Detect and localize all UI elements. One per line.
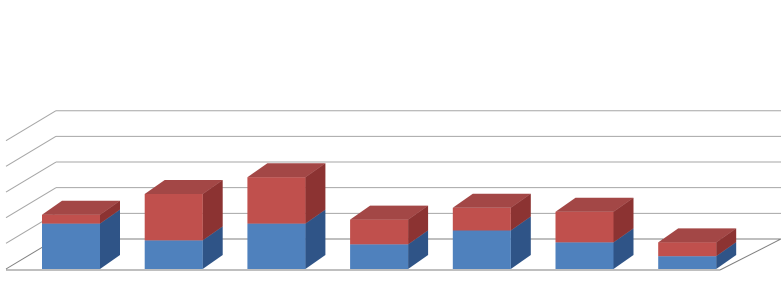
bar-front-face <box>247 177 305 223</box>
bar-front-face <box>453 208 511 231</box>
bar-front-face <box>350 220 408 245</box>
bar-front-face <box>145 240 203 269</box>
bar-front-face <box>556 242 614 269</box>
gridline-wall <box>6 162 56 192</box>
bar-front-face <box>145 194 203 240</box>
bars <box>42 163 736 269</box>
bar-front-face <box>42 215 100 224</box>
bar-front-face <box>556 212 614 243</box>
bar-front-face <box>658 242 716 256</box>
bar-2-series-2 <box>145 180 223 240</box>
bar-front-face <box>350 244 408 269</box>
bar-6-series-2 <box>556 198 634 243</box>
bar-front-face <box>42 224 100 269</box>
bar-front-face <box>658 256 716 269</box>
bar-front-face <box>247 224 305 269</box>
bar-3-series-2 <box>247 163 325 223</box>
bar-front-face <box>453 231 511 269</box>
gridline-wall <box>6 111 56 141</box>
gridline-wall <box>6 136 56 166</box>
